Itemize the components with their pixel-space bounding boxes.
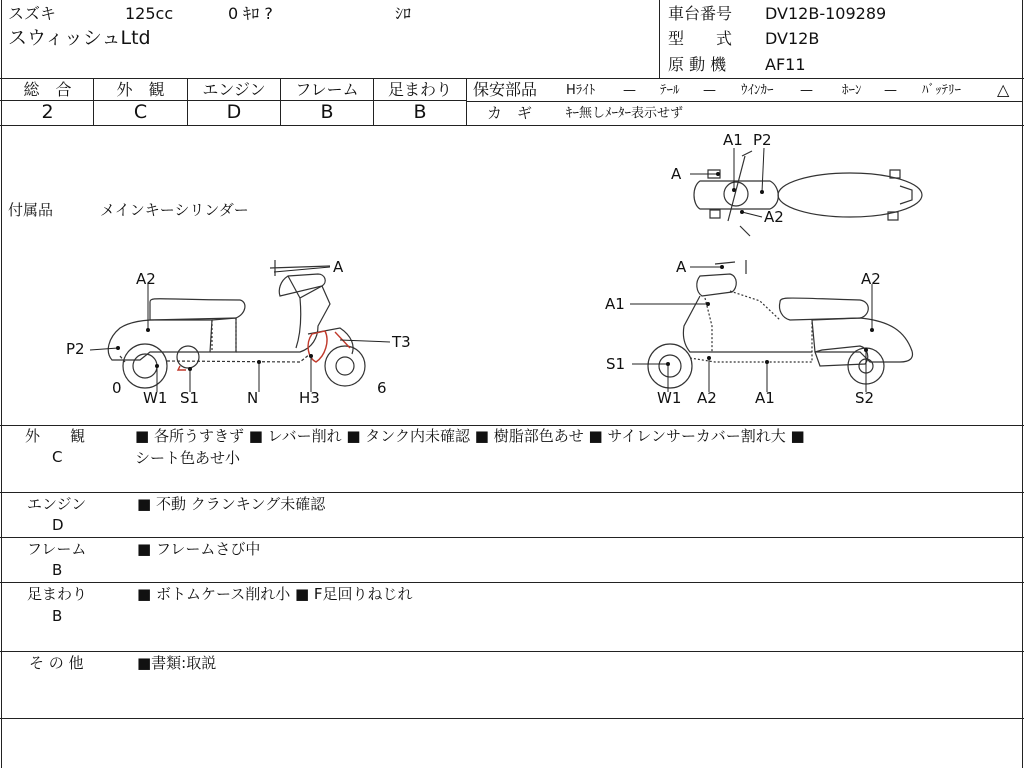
label-left-w1: W1: [143, 389, 168, 407]
mileage: 0 ｷﾛ ?: [228, 4, 273, 23]
note-exterior-label: 外 観: [25, 427, 86, 445]
model-name: スウィッシュLtd: [8, 27, 151, 49]
key-value: ｷｰ無しﾒｰﾀｰ表示せず: [566, 106, 684, 121]
label-left-h3: H3: [299, 389, 320, 407]
safety-mark-horn: —: [884, 83, 897, 98]
frame-grade-label: フレーム: [295, 80, 359, 99]
exterior-label: 外 観: [116, 80, 165, 99]
label-top-p2: P2: [753, 131, 772, 149]
note-exterior-text: ■ 各所うすきず ■ レバー削れ ■ タンク内未確認 ■ 樹脂部色あせ ■ サイレンサーカバー割れ大 ■: [135, 427, 805, 445]
type-label: 型 式: [668, 29, 733, 48]
header-divider-v: [659, 0, 660, 78]
divider-header: [0, 78, 1024, 79]
label-left-n: N: [247, 389, 259, 407]
note-other-label: そ の 他: [29, 654, 84, 672]
label-left-0: 0: [112, 379, 122, 397]
key-label: カ ギ: [487, 104, 533, 122]
divider-note-2: [0, 537, 1024, 538]
label-top-a1: A1: [723, 131, 743, 149]
safety-item-horn: ﾎｰﾝ: [842, 83, 862, 98]
label-left-a: A: [333, 258, 344, 276]
label-right-a2-bottom: A2: [697, 389, 717, 407]
note-suspension-grade: B: [52, 607, 63, 625]
safety-item-headlight: Hﾗｲﾄ: [566, 83, 596, 98]
safety-mark-winker: —: [800, 83, 813, 98]
label-left-6: 6: [377, 379, 387, 397]
label-right-a1-bottom: A1: [755, 389, 775, 407]
note-frame-grade: B: [52, 561, 63, 579]
label-dots: [116, 172, 874, 371]
label-right-a2-top: A2: [861, 270, 881, 288]
note-frame-label: フレーム: [27, 540, 87, 558]
label-left-t3: T3: [392, 333, 411, 351]
note-engine-text: ■ 不動 クランキング未確認: [137, 495, 326, 513]
frame-no: DV12B-109289: [765, 4, 887, 23]
note-suspension-label: 足まわり: [27, 585, 88, 603]
label-left-a2: A2: [136, 270, 156, 288]
divider-note-4: [0, 651, 1024, 652]
frame-no-label: 車台番号: [668, 4, 733, 23]
accessories-value: メインキーシリンダー: [100, 201, 249, 219]
safety-mark-battery: △: [997, 80, 1010, 99]
overall-grade: 2: [41, 101, 54, 123]
note-exterior-grade: C: [52, 448, 63, 466]
note-engine-label: エンジン: [27, 495, 87, 513]
color: ｼﾛ: [395, 4, 412, 23]
note-exterior-text2: シート色あせ小: [135, 449, 241, 467]
label-right-a1: A1: [605, 295, 625, 313]
divider-note-3: [0, 582, 1024, 583]
label-left-p2: P2: [66, 340, 85, 358]
engine-label: 原 動 機: [668, 55, 727, 74]
engine-grade: D: [226, 101, 242, 123]
label-top-a2: A2: [764, 208, 784, 226]
engine-grade-label: エンジン: [202, 80, 266, 99]
suspension-grade: B: [413, 101, 427, 123]
displacement: 125cc: [125, 4, 174, 23]
safety-mark-tail: —: [703, 83, 716, 98]
safety-item-winker: ｳｲﾝｶｰ: [741, 83, 774, 98]
label-right-s2: S2: [855, 389, 875, 407]
safety-mark-headlight: —: [623, 83, 636, 98]
note-engine-grade: D: [52, 516, 64, 534]
exterior-grade: C: [133, 101, 148, 123]
note-frame-text: ■ フレームさび中: [137, 540, 261, 558]
safety-item-battery: ﾊﾞｯﾃﾘｰ: [922, 83, 961, 98]
overall-label: 総 合: [23, 80, 72, 99]
maker: スズキ: [8, 4, 57, 23]
label-right-w1: W1: [657, 389, 682, 407]
note-suspension-text: ■ ボトムケース削れ小 ■ F足回りねじれ: [137, 585, 413, 603]
divider-note-1: [0, 492, 1024, 493]
frame-grade: B: [320, 101, 334, 123]
label-right-s1: S1: [606, 355, 626, 373]
label-top-a: A: [671, 165, 682, 183]
safety-label: 保安部品: [473, 80, 538, 99]
label-right-a: A: [676, 258, 687, 276]
suspension-grade-label: 足まわり: [387, 80, 452, 99]
label-left-s1: S1: [180, 389, 200, 407]
grade-col-5: [466, 78, 467, 125]
engine-value: AF11: [765, 55, 806, 74]
scooter-top-view: [694, 151, 922, 236]
divider-diagram-bottom: [0, 425, 1024, 426]
divider-safety-mid: [466, 101, 1022, 102]
leader-lines: [90, 148, 872, 392]
note-other-text: ■書類:取説: [137, 654, 217, 672]
safety-item-tail: ﾃｰﾙ: [660, 83, 680, 98]
type-value: DV12B: [765, 29, 820, 48]
accessories-label: 付属品: [8, 201, 54, 219]
divider-note-5: [0, 718, 1024, 719]
